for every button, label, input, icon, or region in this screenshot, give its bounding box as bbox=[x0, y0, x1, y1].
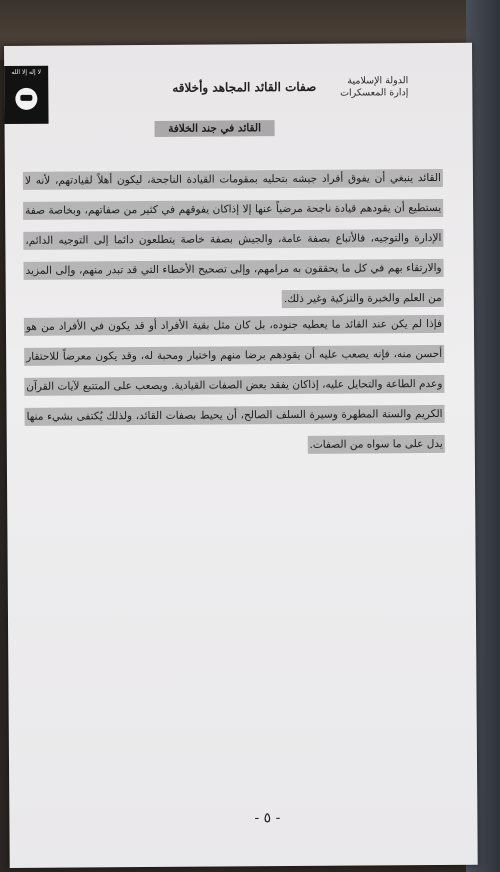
paragraph-1 bbox=[23, 163, 444, 316]
page-title: صفات القائد المجاهد وأخلاقه bbox=[172, 79, 317, 95]
section-subtitle: القائد في جند الخلافة bbox=[155, 120, 275, 137]
logo bbox=[4, 66, 48, 124]
logo-banner-text: لا إله إلا الله bbox=[11, 68, 42, 76]
document-page bbox=[4, 43, 478, 868]
department-name: إدارة المعسكرات bbox=[340, 87, 409, 99]
organization-name: الدولة الإسلامية bbox=[347, 75, 409, 87]
paragraph-2-text: فإذا لم يكن عند القائد ما يعطيه جنوده، بل كان مثل بقية الأفراد أو قد يكون في الأفراد من هو أحسن منه، فإنه يصعب عليه أن يقودهم برضا منهم واختيار ومحبة له، وقد يكون معرضاً للاحتقار وعدم الطاعة والتحايل عليه، إذاكان يفقد بعض الصفات القيادية. ويصعب على المتتبع لآيات القرآن الكريم والسنة المطهرة وسيرة السلف الصالح، أن يحيط بصفات القائد، ولذلك يُكتفى بشيء منها يدل على ما سواه من الصفات. bbox=[24, 315, 445, 454]
paragraph-2 bbox=[24, 309, 445, 462]
page-number: - ٥ - bbox=[254, 810, 281, 827]
paragraph-1-text: القائد ينبغي أن يفوق أفراد جيشه بتحليه بمقومات القيادة الناجحة، ليكون أهلاً لقيادتهم، لأنه لا يستطيع أن يقودهم قيادة ناجحة مرضياً عنها إلا إذاكان يفوقهم في كثير من صفاتهم، وبخاصة صفة الإدارة والتوجيه، فالأتباع بصفة عامة، والجيش بصفة خاصة يتطلعون دائما إلى التوجيه الدائم، والارتقاء بهم في كل ما يحققون به مرامهم، وإلى تصحيح الأخطاء التي قد تبدر منهم، وإلى المزيد من العلم والخبرة والتزكية وغير ذلك. bbox=[23, 169, 444, 308]
seal-icon bbox=[15, 88, 37, 110]
